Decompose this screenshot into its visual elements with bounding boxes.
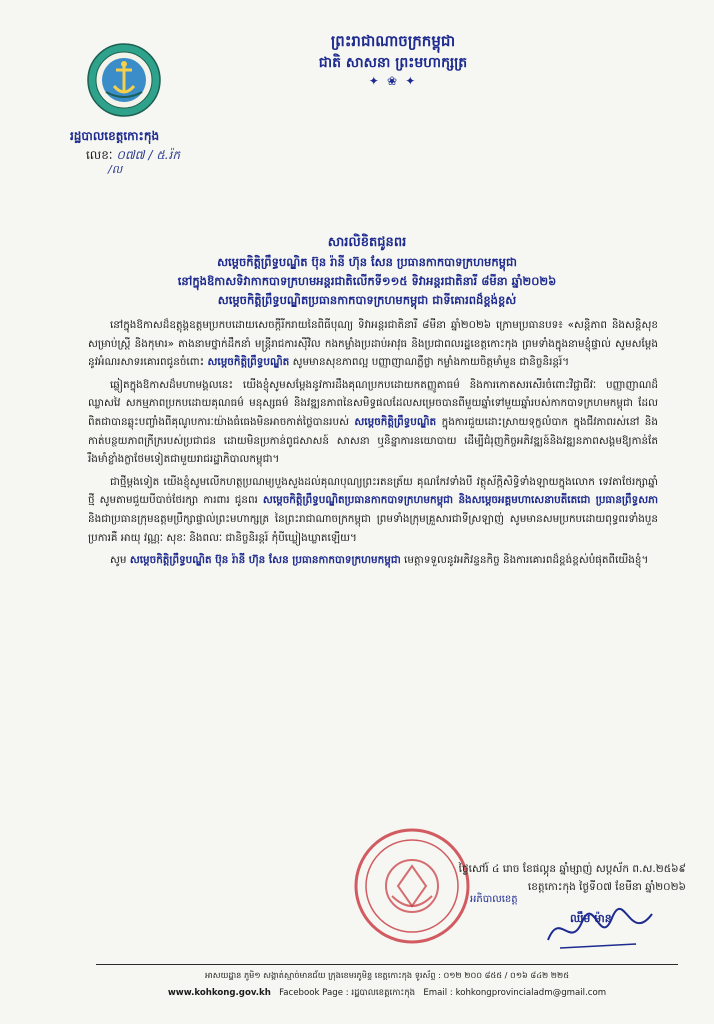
paragraph-4: [88, 551, 658, 570]
kingdom-header: [228, 30, 558, 88]
paragraph-3-emphasis: សម្តេចកិត្តិព្រឹទ្ធបណ្ឌិតប្រធានកាកបាទក្រហមកម្ពុជា និងសម្តេចអគ្គមហាសេនាបតីតេជោ ប្រធានព្រឹទ្ធសភា: [262, 494, 658, 507]
footer-facebook-label: Facebook Page :: [279, 988, 349, 998]
paragraph-1-text: នៅក្នុងឱកាសដ៏ឧត្តុង្គឧត្តមប្រកបដោយសេចក្តីរីករាយនៃពិធីបុណ្យ ទិវាអន្តរជាតិនារី ៨មីនា ឆ្នាំ២០២៦ ក្រោមប្រធានបទ៖ «សន្តិភាព និងសន្តិសុខសម្រាប់ស្ត្រី និងកុមារ» តាងនាមថ្នាក់ដឹកនាំ មន្ត្រីរាជការស៊ីវិល កងកម្លាំងប្រដាប់អាវុធ និងប្រជាពលរដ្ឋខេត្តកោះកុង ព្រមទាំងក្នុងនាមខ្ញុំផ្ទាល់ សូមសម្តែងនូវអំណរសាទរគោរពជូនចំពោះ: [88, 319, 658, 369]
paragraph-1-emphasis: សម្តេចកិត្តិព្រឹទ្ធបណ្ឌិត: [207, 356, 290, 369]
paragraph-3: [88, 473, 658, 547]
recipient-line: សម្តេចកិត្តិព្រឹទ្ធបណ្ឌិត ប៊ុន រ៉ានី ហ៊ុន សែន ប្រធានកាកបាទក្រហមកម្ពុជា: [217, 255, 517, 269]
signer-position: អភិបាលខេត្ត: [470, 894, 518, 905]
national-motto: ជាតិ សាសនា ព្រះមហាក្សត្រ: [318, 55, 468, 71]
letter-body: [88, 316, 658, 574]
organization-name: រដ្ឋបាលខេត្តកោះកុង: [70, 129, 160, 143]
signer-name: ឈឹម ម៉ាន: [570, 912, 612, 925]
paragraph-4-emphasis: សម្តេចកិត្តិព្រឹទ្ធបណ្ឌិត ប៊ុន រ៉ានី ហ៊ុន សែន ប្រធានកាកបាទក្រហមកម្ពុជា: [129, 554, 401, 567]
letter-title: សារលិខិតជូនពរ: [327, 235, 407, 250]
header-ornament: ✦ ❀ ✦: [368, 74, 418, 88]
footer-email-label: Email :: [423, 988, 453, 998]
footer-address: អាសយដ្ឋាន ភូមិ១ សង្កាត់ស្មាច់មានជ័យ ក្រុងខេមរភូមិន្ទ ខេត្តកោះកុង ទូរស័ព្ទ : ០១២ ២០០ ៨៥៥ / ០១៦ ៨៤២ ២២៥: [204, 970, 569, 980]
paragraph-1: [88, 316, 658, 372]
footer-contacts: [96, 986, 678, 1000]
occasion-line: នៅក្នុងឱកាសទិវាកាកបាទក្រហមអន្តរជាតិលើកទី១១៥ ទិវាអន្តរជាតិនារី ៨មីនា ឆ្នាំ២០២៦: [177, 274, 557, 288]
provincial-logo: [86, 42, 162, 118]
paragraph-2: [88, 376, 658, 469]
paragraph-2-text: ឆ្លៀតក្នុងឱកាសដ៏មហាមង្គលនេះ យើងខ្ញុំសូមសម្តែងនូវការដឹងគុណប្រកបដោយកតញ្ញូតាធម៌ និងការកោតសរសើរចំពោះវិជ្ជាជីវៈ បញ្ញាញាណដ៏ឈ្លាសវៃ សកម្មភាពប្រកបដោយគុណធម៌ មនុស្សធម៌ និងវឌ្ឍនភាពនៃសមិទ្ធផលដែលសម្រេចបានពីមួយឆ្នាំទៅមួយឆ្នាំរបស់កាកបាទក្រហមកម្ពុជា ដែលពិតជាបានឆ្លុះបញ្ចាំងពីគុណូបការៈយ៉ាងធំធេងមិនអាចកាត់ថ្លៃបានរបស់: [88, 378, 658, 428]
reference-label: លេខៈ: [86, 148, 113, 162]
letter-titles: [92, 233, 642, 310]
paragraph-3-text: ជាថ្មីម្តងទៀត យើងខ្ញុំសូមលើកហត្ថប្រណម្យបួងសួងដល់គុណបុណ្យព្រះរតនត្រ័យ គុណកែវទាំងបី វត្ថុស័ក្តិសិទ្ធិទាំងឡាយក្នុងលោក ទេវតាថែរក្សាឆ្នាំថ្មី សូមតាមជួយបីបាច់ថែរក្សា ការពារ ជូនពរ: [88, 475, 658, 507]
paragraph-2-emphasis: សម្តេចកិត្តិព្រឹទ្ធបណ្ឌិត: [354, 415, 437, 428]
paragraph-2-tail: ក្នុងការជួយដោះស្រាយទុក្ខលំបាក ក្នុងជីវភាពរស់នៅ និងកាត់បន្ថយភាពក្រីក្ររបស់ប្រជាជន ដោយមិនប្រកាន់ពូជសាសន៍ សាសនា ឬនិន្នាការនយោបាយ ដើម្បីជំរុញកិច្ចអភិវឌ្ឍន៍និងវឌ្ឍនភាពសង្គមឱ្យកាន់តែរឹងមាំខ្លាំងក្លាថែមទៀតជាមួយរាជរដ្ឋាភិបាលកម្ពុជា។: [88, 415, 658, 466]
salutation-line: សម្តេចកិត្តិព្រឹទ្ធបណ្ឌិតប្រធានកាកបាទក្រហមកម្ពុជា ជាទីគោរពដ៏ខ្ពង់ខ្ពស់: [217, 293, 517, 307]
paragraph-1-tail: សូមមានសុខភាពល្អ បញ្ញាញាណភ្លឺថ្លា កម្លាំងកាយចិត្តមាំមួន ជានិច្ចនិរន្តរ៍។: [292, 356, 570, 369]
paragraph-4-lead: សូម: [110, 554, 127, 567]
solar-date: ខេត្តកោះកុង ថ្ងៃទី០៧ ខែមីនា ឆ្នាំ២០២៦: [527, 881, 686, 893]
kingdom-name: ព្រះរាជាណាចក្រកម្ពុជា: [330, 32, 456, 50]
paragraph-4-tail: មេត្តាទទួលនូវអភិវន្ទនកិច្ច និងការគោរពដ៏ខ្ពង់ខ្ពស់បំផុតពីយើងខ្ញុំ។: [404, 554, 649, 567]
reference-number: [86, 146, 180, 164]
reference-sub: /ល: [108, 163, 123, 176]
footer-email-value[interactable]: kohkongprovincialadm@gmail.com: [455, 988, 607, 998]
date-block: [396, 860, 686, 896]
reference-value: ០៧៧ / ៥.រ៉ក: [116, 148, 180, 162]
paragraph-3-tail: និងជាប្រធានក្រុមឧត្តមប្រឹក្សាផ្ទាល់ព្រះមហាក្សត្រ នៃព្រះរាជាណាចក្រកម្ពុជា ព្រមទាំងក្រុមគ្រួសារជាទីស្រឡាញ់ សូមមានសមប្រកបដោយពុទ្ធពរទាំងបួនប្រការគឺ អាយុ វណ្ណៈ សុខៈ និងពលៈ ជានិច្ចនិរន្តរ៍ កុំបីឃ្លៀងឃ្លាតឡើយ។: [88, 512, 658, 544]
footer-divider: [96, 964, 678, 965]
footer-facebook-value[interactable]: រដ្ឋបាលខេត្តកោះកុង: [351, 988, 416, 998]
handwritten-signature: [540, 900, 660, 960]
lunar-date: ថ្ងៃសៅរ៍ ៤ រោច ខែផល្គុន ឆ្នាំម្សាញ់ សប្តស័ក ព.ស.២៥៦៩: [458, 863, 686, 875]
footer-website[interactable]: www.kohkong.gov.kh: [167, 988, 271, 998]
